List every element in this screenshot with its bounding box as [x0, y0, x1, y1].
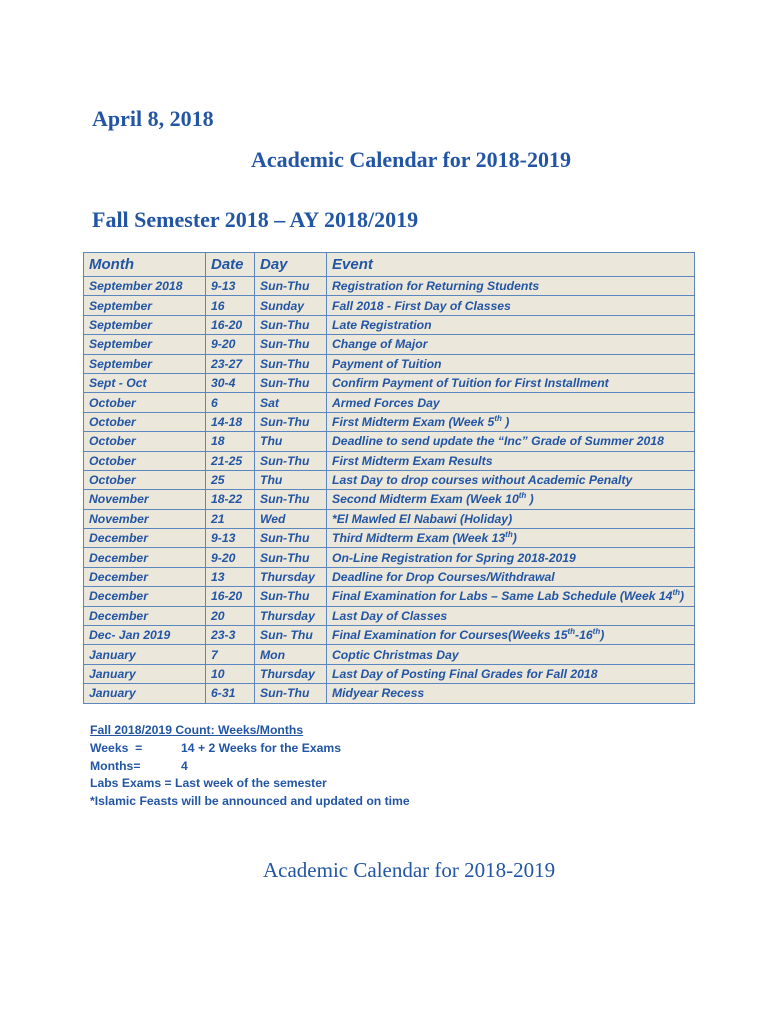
ordinal-suffix: th — [494, 413, 502, 423]
date-cell: 21-25 — [206, 451, 255, 470]
date-cell: 6 — [206, 393, 255, 412]
day-cell: Sun-Thu — [255, 315, 327, 334]
month-cell: December — [84, 567, 206, 586]
calendar-table — [83, 252, 695, 704]
day-cell: Wed — [255, 509, 327, 528]
column-header-date: Date — [206, 253, 255, 277]
month-cell: November — [84, 509, 206, 528]
day-cell: Thu — [255, 470, 327, 489]
event-cell — [327, 587, 695, 606]
column-header-event: Event — [327, 253, 695, 277]
date-cell: 16-20 — [206, 587, 255, 606]
event-cell — [327, 509, 695, 528]
event-text: First Midterm Exam (Week 5 — [332, 414, 495, 429]
event-cell — [327, 451, 695, 470]
day-cell: Mon — [255, 645, 327, 664]
date-cell: 10 — [206, 664, 255, 683]
date-cell: 9-20 — [206, 335, 255, 354]
event-text-tail: ) — [680, 589, 685, 604]
table-row — [84, 354, 695, 373]
footer-calendar-title: Academic Calendar for 2018-2019 — [263, 858, 556, 882]
table-row — [84, 335, 695, 354]
column-header-month: Month — [84, 253, 206, 277]
date-cell: 18-22 — [206, 490, 255, 509]
event-cell — [327, 296, 695, 315]
event-text-tail: ) — [526, 492, 534, 507]
table-row — [84, 393, 695, 412]
table-row — [84, 684, 695, 703]
day-cell: Thursday — [255, 606, 327, 625]
month-cell: December — [84, 606, 206, 625]
ordinal-suffix: th — [592, 627, 601, 637]
table-row — [84, 432, 695, 451]
count-heading: Fall 2018/2019 Count: Weeks/Months — [90, 723, 304, 737]
day-cell: Sat — [255, 393, 327, 412]
table-row — [84, 645, 695, 664]
date-cell: 14-18 — [206, 412, 255, 431]
table-row — [84, 529, 695, 548]
event-text: Midyear Recess — [332, 686, 425, 701]
event-cell — [327, 277, 695, 296]
date-cell: 23-3 — [206, 626, 255, 645]
document-date: April 8, 2018 — [92, 106, 214, 131]
table-row — [84, 470, 695, 489]
table-row — [84, 626, 695, 645]
day-cell: Sun-Thu — [255, 529, 327, 548]
event-text: Final Examination for Labs – Same Lab Schedule (Week 14 — [332, 589, 673, 604]
month-cell: October — [84, 393, 206, 412]
event-text: Third Midterm Exam (Week 13 — [332, 531, 506, 546]
event-text: Registration for Returning Students — [332, 279, 540, 294]
table-row — [84, 315, 695, 334]
feasts-note: *Islamic Feasts will be announced and updated on time — [90, 794, 410, 809]
date-cell: 9-20 — [206, 548, 255, 567]
event-text: Armed Forces Day — [332, 395, 440, 410]
date-cell: 16 — [206, 296, 255, 315]
day-cell: Sun-Thu — [255, 277, 327, 296]
date-cell: 18 — [206, 432, 255, 451]
event-text: Late Registration — [332, 317, 432, 332]
month-cell: September — [84, 296, 206, 315]
event-text: Final Examination for Courses(Weeks 15 — [332, 628, 568, 643]
event-cell — [327, 606, 695, 625]
month-cell: January — [84, 645, 206, 664]
month-cell: September — [84, 354, 206, 373]
event-text: Deadline to send update the “Inc” Grade of Summer 2018 — [332, 434, 664, 449]
ordinal-suffix: th — [567, 627, 576, 637]
table-row — [84, 548, 695, 567]
table-row — [84, 277, 695, 296]
event-text: Change of Major — [332, 337, 428, 352]
event-cell — [327, 548, 695, 567]
ordinal-suffix: th — [672, 588, 681, 598]
date-cell: 9-13 — [206, 277, 255, 296]
event-text-tail: ) — [600, 628, 605, 643]
weeks-value: 14 + 2 Weeks for the Exams — [181, 740, 341, 755]
table-row — [84, 451, 695, 470]
event-cell — [327, 645, 695, 664]
month-cell: December — [84, 529, 206, 548]
table-row — [84, 490, 695, 509]
day-cell: Sun-Thu — [255, 451, 327, 470]
month-cell: September 2018 — [84, 277, 206, 296]
months-value: 4 — [181, 758, 188, 773]
month-cell: October — [84, 412, 206, 431]
day-cell: Sun-Thu — [255, 587, 327, 606]
date-cell: 7 — [206, 645, 255, 664]
table-row — [84, 296, 695, 315]
table-row — [84, 587, 695, 606]
event-cell — [327, 335, 695, 354]
date-cell: 23-27 — [206, 354, 255, 373]
date-cell: 25 — [206, 470, 255, 489]
event-cell — [327, 470, 695, 489]
months-line — [90, 758, 410, 776]
months-label: Months= — [90, 758, 141, 773]
table-row — [84, 606, 695, 625]
day-cell: Sun-Thu — [255, 684, 327, 703]
month-cell: January — [84, 684, 206, 703]
date-cell: 20 — [206, 606, 255, 625]
day-cell: Sun-Thu — [255, 373, 327, 392]
month-cell: October — [84, 432, 206, 451]
month-cell: September — [84, 335, 206, 354]
day-cell: Sun-Thu — [255, 490, 327, 509]
labs-note: Labs Exams = Last week of the semester — [90, 776, 327, 791]
day-cell: Thursday — [255, 664, 327, 683]
event-text: Payment of Tuition — [332, 356, 442, 371]
date-cell: 9-13 — [206, 529, 255, 548]
date-cell: 6-31 — [206, 684, 255, 703]
semester-title: Fall Semester 2018 – AY 2018/2019 — [92, 207, 419, 232]
event-text: *El Mawled El Nabawi (Holiday) — [332, 511, 513, 526]
table-header-row — [84, 253, 695, 277]
day-cell: Sunday — [255, 296, 327, 315]
month-cell: September — [84, 315, 206, 334]
table-row — [84, 509, 695, 528]
event-cell — [327, 354, 695, 373]
table-body — [84, 277, 695, 704]
event-cell — [327, 567, 695, 586]
date-cell: 30-4 — [206, 373, 255, 392]
table-row — [84, 373, 695, 392]
weeks-line — [90, 740, 410, 758]
weeks-label: Weeks = — [90, 740, 143, 755]
table-row — [84, 664, 695, 683]
day-cell: Sun-Thu — [255, 354, 327, 373]
event-text-tail: ) — [512, 531, 517, 546]
event-text: Fall 2018 - First Day of Classes — [332, 298, 511, 313]
day-cell: Thu — [255, 432, 327, 451]
event-text: Last Day to drop courses without Academic Penalty — [332, 473, 633, 488]
event-cell — [327, 315, 695, 334]
table-row — [84, 412, 695, 431]
day-cell: Sun-Thu — [255, 548, 327, 567]
day-cell: Thursday — [255, 567, 327, 586]
event-cell — [327, 490, 695, 509]
event-text: On-Line Registration for Spring 2018-2019 — [332, 550, 576, 565]
table-row — [84, 567, 695, 586]
event-cell — [327, 432, 695, 451]
day-cell: Sun-Thu — [255, 335, 327, 354]
month-cell: November — [84, 490, 206, 509]
month-cell: October — [84, 451, 206, 470]
event-text: Deadline for Drop Courses/Withdrawal — [332, 570, 555, 585]
event-cell — [327, 664, 695, 683]
column-header-day: Day — [255, 253, 327, 277]
event-text-tail: ) — [501, 414, 510, 429]
month-cell: December — [84, 548, 206, 567]
calendar-title: Academic Calendar for 2018-2019 — [251, 147, 571, 172]
day-cell: Sun-Thu — [255, 412, 327, 431]
event-text: Confirm Payment of Tuition for First Installment — [332, 376, 609, 391]
event-cell — [327, 529, 695, 548]
date-cell: 16-20 — [206, 315, 255, 334]
event-text: Last Day of Classes — [332, 608, 448, 623]
month-cell: January — [84, 664, 206, 683]
date-cell: 13 — [206, 567, 255, 586]
month-cell: Sept - Oct — [84, 373, 206, 392]
event-cell — [327, 412, 695, 431]
ordinal-suffix: th — [505, 530, 513, 540]
month-cell: Dec- Jan 2019 — [84, 626, 206, 645]
event-cell — [327, 684, 695, 703]
month-cell: October — [84, 470, 206, 489]
event-text: Second Midterm Exam (Week 10 — [332, 492, 519, 507]
event-cell — [327, 393, 695, 412]
event-text: Coptic Christmas Day — [332, 647, 459, 662]
event-cell — [327, 373, 695, 392]
notes-section — [90, 722, 410, 811]
event-text: First Midterm Exam Results — [332, 453, 493, 468]
event-text: Last Day of Posting Final Grades for Fall 2018 — [332, 667, 598, 681]
event-cell — [327, 626, 695, 645]
month-cell: December — [84, 587, 206, 606]
ordinal-suffix: th — [518, 491, 527, 501]
date-cell: 21 — [206, 509, 255, 528]
day-cell: Sun- Thu — [255, 626, 327, 645]
event-text-tail: -16 — [575, 628, 593, 643]
